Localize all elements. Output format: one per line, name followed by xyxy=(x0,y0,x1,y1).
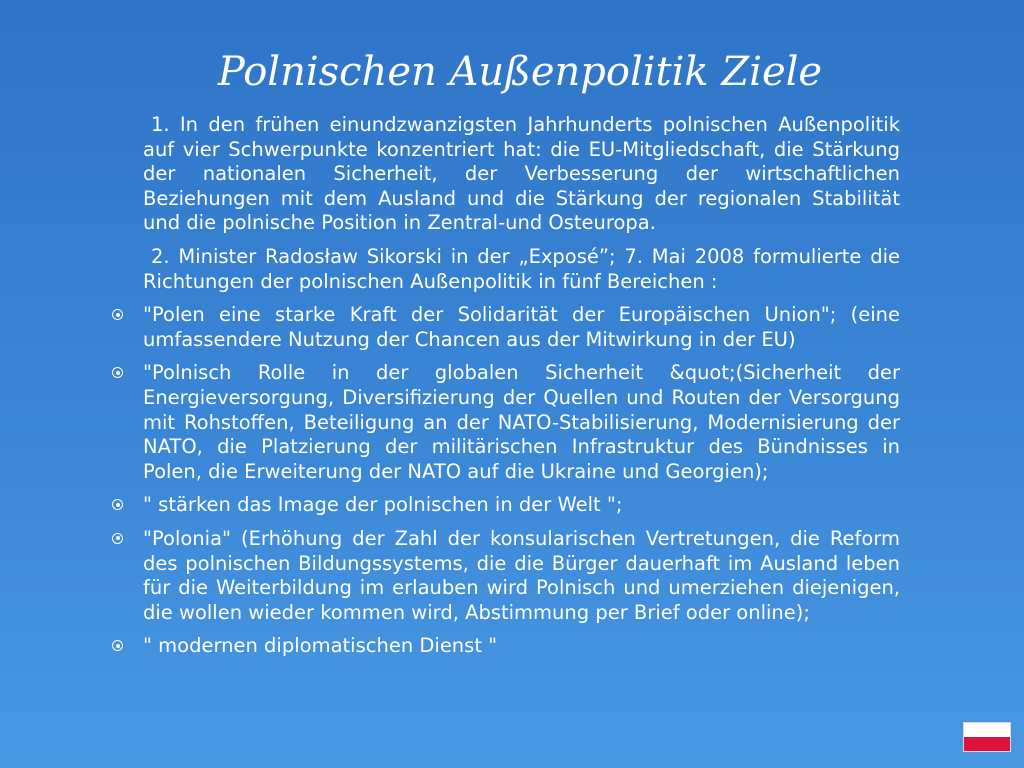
bullet-item xyxy=(143,361,900,484)
paragraph-1: 1. In den frühen einundzwanzigsten Jahrhunderts polnischen Außenpolitik auf vier Schwerpunkte konzentriert hat: die EU-Mitgliedschaft, die Stärkung der nationalen Sicherheit, der Verbesserung der wirtschaftlichen Beziehungen mit dem Ausland und die Stärkung der regionalen Stabilität und die polnische Position in Zentral-und Osteuropa. xyxy=(143,113,900,235)
circle-dot-icon xyxy=(112,640,123,651)
slide-title: Polnischen Außenpolitik Ziele xyxy=(217,49,823,95)
slide-body xyxy=(143,113,900,668)
circle-dot-icon xyxy=(112,499,123,510)
bullet-text: " stärken das Image der polnischen in der Welt "; xyxy=(143,493,623,517)
flag-white-stripe xyxy=(964,723,1010,737)
bullet-text: "Polen eine starke Kraft der Solidarität der Europäischen Union"; (eine umfassendere Nutzung der Chancen aus der Mitwirkung in der EU) xyxy=(143,303,900,351)
bullet-text: "Polnisch Rolle in der globalen Sicherheit &quot;(Sicherheit der Energieversorgung, Diversifizierung der Quellen und Routen der Versorgung mit Rohstoffen, Beteiligung an der NATO-Stabilisierung, Modernisierung der NATO, die Platzierung der militärischen Infrastruktur des Bündnisses in Polen, die Erweiterung der NATO auf die Ukraine und Georgien); xyxy=(143,361,900,483)
circle-dot-icon xyxy=(112,309,123,320)
circle-dot-icon xyxy=(112,367,123,378)
flag-red-stripe xyxy=(964,737,1010,751)
bullet-item xyxy=(143,527,900,625)
poland-flag-icon xyxy=(963,722,1011,752)
bullet-item xyxy=(143,493,900,518)
bullet-text: " modernen diplomatischen Dienst " xyxy=(143,634,498,658)
bullet-text: "Polonia" (Erhöhung der Zahl der konsularischen Vertretungen, die Reform des polnischen Bildungssystems, die die Bürger dauerhaft im Ausland leben für die Weiterbildung im erlauben wird Polnisch und umerziehen diejenigen, die wollen wieder kommen wird, Abstimmung per Brief oder online); xyxy=(143,526,900,624)
paragraph-2: 2. Minister Radosław Sikorski in der „Exposé”; 7. Mai 2008 formulierte die Richtungen der polnischen Außenpolitik in fünf Bereichen : xyxy=(143,244,900,293)
bullet-item xyxy=(143,634,900,659)
circle-dot-icon xyxy=(112,533,123,544)
bullet-item xyxy=(143,303,900,352)
